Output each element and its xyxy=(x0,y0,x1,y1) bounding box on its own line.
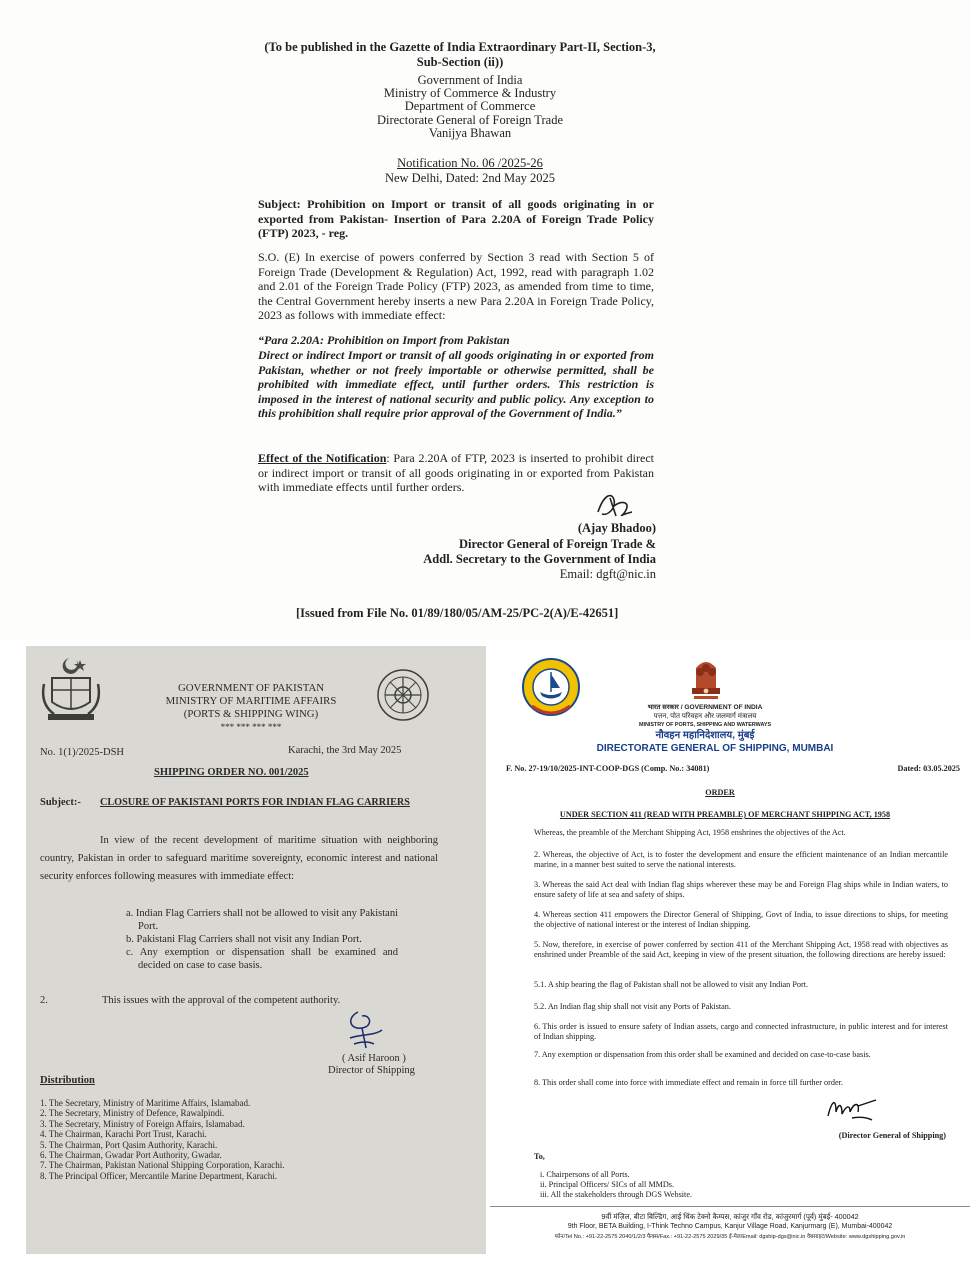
signatory-name: (Ajay Bhadoo) xyxy=(577,521,656,535)
dgs-paragraph: 3. Whereas the said Act deal with Indian flag ships wherever these may be and Foreign Flag ships while in Indian waters, to ensure safety of life at sea and safety of ships. xyxy=(534,880,948,899)
dgft-signature-icon xyxy=(592,490,638,522)
gazette-line: (To be published in the Gazette of India Extraordinary Part-II, Section-3, Sub-Section (ii)) xyxy=(264,40,656,69)
list-item: ii. Principal Officers/ SICs of all MMDs. xyxy=(540,1180,675,1189)
pk-measure-item: c. Any exemption or dispensation shall be examined and decided on case to case basis. xyxy=(126,947,398,971)
pk-signature-icon xyxy=(340,1008,390,1052)
signatory-email: Email: dgft@nic.in xyxy=(559,567,656,581)
footer-divider xyxy=(490,1206,970,1207)
pk-government: GOVERNMENT OF PAKISTAN xyxy=(177,682,325,694)
so-paragraph: S.O. (E) In exercise of powers conferred by Section 3 read with Section 5 of Foreign Trade (Development & Regulation) Act, 1992, read with paragraph 1.02 and 2.01 of the Foreign Trade Policy (FTP) 2023, as amended from time to time, the Central Government hereby inserts a new Para 2.20A in Foreign Trade Policy, 2023 as follows with immediate effect: xyxy=(258,250,654,323)
pakistan-shipping-order xyxy=(26,646,486,1254)
pk-distribution-title: Distribution xyxy=(40,1075,95,1086)
dgs-paragraph: 4. Whereas section 411 empowers the Director General of Shipping, Govt of India, to issue directions to ships, for meeting the objective of national interest or the interest of Indian shipping. xyxy=(534,910,948,929)
dgs-footer-contact: फोन/Tel No.: +91-22-2575 2040/1/2/3 फैक्स/Fax.: +91-22-2575 2029/35 ई-मेल/Email: dgship-dgs@nic.in वेबसाइट/Website: www.dgshipping.gov.in xyxy=(554,1234,906,1240)
pk-para2-number: 2. xyxy=(40,995,48,1006)
pk-para2-text: This issues with the approval of the competent authority. xyxy=(102,995,341,1006)
pk-measure-item: b. Pakistani Flag Carriers shall not visit any Indian Port. xyxy=(126,934,362,945)
dgs-footer-address: 9th Floor, BETA Building, I-Think Techno Campus, Kanjur Village Road, Kanjurmarg (E), Mumbai-400042 xyxy=(567,1223,893,1230)
issuer-line: Ministry of Commerce & Industry xyxy=(383,86,557,101)
india-dgs-order xyxy=(490,646,970,1254)
dgs-paragraph: 7. Any exemption or dispensation from this order shall be examined and decided on case-to-case basis. xyxy=(534,1050,871,1059)
national-emblem-icon xyxy=(686,654,726,704)
issuer-line: Department of Commerce xyxy=(404,99,536,114)
dgs-paragraph: 5. Now, therefore, in exercise of power conferred by section 411 of the Merchant Shipping Act, 1958 read with objectives as enshrined under Preamble of the said Act, keeping in view of the present situation, the following directions are hereby issued: xyxy=(534,940,948,959)
dgs-order-title: ORDER xyxy=(705,788,735,797)
list-item: i. Chairpersons of all Ports. xyxy=(540,1170,630,1179)
list-item: 1. The Secretary, Ministry of Maritime Affairs, Islamabad. xyxy=(40,1098,251,1108)
dgs-ministry-hindi: पत्तन, पोत परिवहन और जलमार्ग मंत्रालय xyxy=(653,713,757,720)
dgs-section-line: UNDER SECTION 411 (READ WITH PREAMBLE) OF MERCHANT SHIPPING ACT, 1958 xyxy=(559,810,891,819)
dgs-logo-icon xyxy=(520,656,582,722)
list-item: 8. The Principal Officer, Mercantile Marine Department, Karachi. xyxy=(40,1170,277,1181)
list-item: 2. The Secretary, Ministry of Defence, Rawalpindi. xyxy=(40,1108,225,1119)
dgs-file-number: F. No. 27-19/10/2025-INT-COOP-DGS (Comp. No.: 34081) xyxy=(506,764,710,773)
signatory-title: Addl. Secretary to the Government of India xyxy=(423,552,656,566)
pk-distribution-list xyxy=(40,1098,370,1181)
pk-date: Karachi, the 3rd May 2025 xyxy=(288,745,402,756)
issuer-block xyxy=(300,74,640,140)
dgs-paragraph: 8. This order shall come into force with immediate effect and remain in force till further order. xyxy=(534,1078,843,1087)
notification-date: New Delhi, Dated: 2nd May 2025 xyxy=(384,171,556,185)
list-item: iii. All the stakeholders through DGS Website. xyxy=(540,1190,693,1199)
dgs-ministry-en: MINISTRY OF PORTS, SHIPPING AND WATERWAYS xyxy=(638,722,772,728)
dgs-to-label: To, xyxy=(534,1152,545,1161)
issuer-line: Vanijya Bhawan xyxy=(428,125,512,140)
para-2-20a-title: “Para 2.20A: Prohibition on Import from Pakistan xyxy=(258,333,510,347)
pk-reference-number: No. 1(1)/2025-DSH xyxy=(40,747,124,758)
pk-measure-item: a. Indian Flag Carriers shall not be allowed to visit any Pakistani Port. xyxy=(126,908,398,932)
list-item: 4. The Chairman, Karachi Port Trust, Karachi. xyxy=(40,1129,207,1140)
dgs-paragraph: 2. Whereas, the objective of Act, is to foster the development and ensure the efficient maintenance of an Indian mercantile marine, in a manner best suited to serve the national interests. xyxy=(534,850,948,869)
effect-label: Effect of the Notification xyxy=(258,451,387,465)
dgs-dg-english: DIRECTORATE GENERAL OF SHIPPING, MUMBAI xyxy=(596,743,834,754)
pk-stars: *** *** *** *** xyxy=(220,722,282,732)
pk-intro-paragraph: In view of the recent development of maritime situation with neighboring country, Pakistan in order to safeguard maritime sovereignty, economic interest and national security enforces following measures with immediate effect: xyxy=(40,835,438,882)
dgs-dg-hindi: नौवहन महानिदेशालय, मुंबई xyxy=(655,730,755,741)
notification-number: Notification No. 06 /2025-26 xyxy=(397,156,543,170)
signatory-title: Director General of Foreign Trade & xyxy=(458,537,656,551)
dgs-footer-hindi: 9वीं मंज़िल, बीटा बिल्डिंग, आई थिंक टेक्नो कैम्पस, कांजुर गाँव रोड, कांजुरमार्ग (पूर्व) मुंबई- 400042 xyxy=(601,1212,859,1221)
subject: Subject: Prohibition on Import or transit of all goods originating in or exported from Pakistan- Insertion of Para 2.20A of Foreign Trade Policy (FTP) 2023, - reg. xyxy=(258,197,654,241)
dgs-signatory-title: (Director General of Shipping) xyxy=(838,1131,946,1140)
issuer-line: Directorate General of Foreign Trade xyxy=(376,112,564,127)
pk-signatory-title: Director of Shipping xyxy=(328,1065,415,1076)
pk-subject-text: CLOSURE OF PAKISTANI PORTS FOR INDIAN FLAG CARRIERS xyxy=(100,797,410,808)
file-number: [Issued from File No. 01/89/180/05/AM-25/PC-2(A)/E-42651] xyxy=(296,606,619,620)
para-2-20a-text: Direct or indirect Import or transit of all goods originating in or exported from Pakistan, whether or not freely importable or otherwise permitted, shall be prohibited with immediate effect, until further orders. This restriction is imposed in the interest of national security and public policy. Any exception to this prohibition shall require prior approval of the Government of India.” xyxy=(258,348,654,421)
dgs-paragraph: 5.1. A ship bearing the flag of Pakistan shall not be allowed to visit any Indian Port. xyxy=(534,980,809,989)
effect-text: : Para 2.20A of FTP, 2023 is inserted to prohibit direct or indirect import or transit of all goods originating in or exported from Pakistan with immediate effects until further orders. xyxy=(258,451,654,495)
pk-ministry: MINISTRY OF MARITIME AFFAIRS xyxy=(165,695,337,707)
effect-paragraph xyxy=(258,451,654,495)
list-item: 3. The Secretary, Ministry of Foreign Affairs, Islamabad. xyxy=(40,1118,245,1129)
dgs-paragraph: 5.2. An Indian flag ship shall not visit any Ports of Pakistan. xyxy=(534,1002,731,1011)
list-item: 7. The Chairman, Pakistan National Shipping Corporation, Karachi. xyxy=(40,1160,285,1171)
dgs-paragraph: 6. This order is issued to ensure safety of Indian assets, cargo and connected infrastructure, in public interest and for interest of Indian shipping. xyxy=(534,1022,948,1041)
dgs-signature-icon xyxy=(824,1094,880,1126)
dgs-gov-line: भारत सरकार / GOVERNMENT OF INDIA xyxy=(647,704,763,711)
pk-subject-label: Subject:- xyxy=(40,797,81,808)
issuer-line: Government of India xyxy=(417,73,523,87)
list-item: 5. The Chairman, Port Qasim Authority, Karachi. xyxy=(40,1139,218,1150)
dgs-date: Dated: 03.05.2025 xyxy=(897,764,960,773)
pk-order-title: SHIPPING ORDER NO. 001/2025 xyxy=(154,767,309,778)
pakistan-emblem-icon xyxy=(40,654,102,724)
pk-wing: (PORTS & SHIPPING WING) xyxy=(183,708,319,720)
dgs-paragraph: Whereas, the preamble of the Merchant Shipping Act, 1958 enshrines the objectives of the Act. xyxy=(534,828,846,837)
pk-signatory-name: ( Asif Haroon ) xyxy=(342,1053,406,1064)
list-item: 6. The Chairman, Gwadar Port Authority, Gwadar. xyxy=(40,1150,222,1161)
